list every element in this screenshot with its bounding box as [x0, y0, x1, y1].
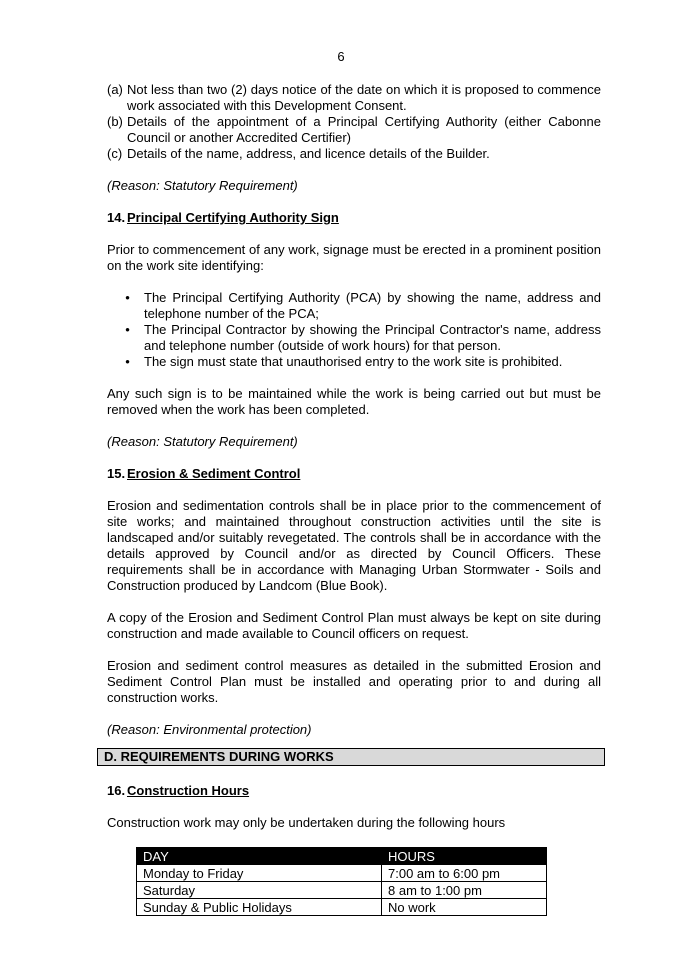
section-16 [107, 783, 601, 831]
bullet-icon: • [125, 354, 130, 369]
table-cell-day: Saturday [137, 882, 382, 899]
section-15-heading [107, 466, 601, 482]
bullet-text: The Principal Contractor by showing the Principal Contractor's name, address and telephone number (outside of work hours) for that person. [144, 322, 601, 353]
section-15-paragraph-3: Erosion and sediment control measures as detailed in the submitted Erosion and Sediment Control Plan must be installed and operating prior to and during all construction works. [107, 658, 601, 705]
section-number: 16. [107, 783, 126, 798]
table-header-row [137, 848, 547, 865]
section-number: 15. [107, 466, 126, 481]
section-d-banner: D. REQUIREMENTS DURING WORKS [97, 748, 605, 766]
column-header-day: DAY [137, 848, 382, 865]
section-14-intro: Prior to commencement of any work, signage must be erected in a prominent position on the work site identifying: [107, 242, 601, 273]
section-title: Construction Hours [127, 783, 250, 798]
list-marker: (b) [107, 114, 123, 129]
section-15-paragraph-2: A copy of the Erosion and Sediment Control Plan must always be kept on site during construction and made available to Council officers on request. [107, 610, 601, 641]
table-cell-day: Sunday & Public Holidays [137, 899, 382, 916]
list-text: Details of the name, address, and licence details of the Builder. [127, 146, 490, 161]
list-item [107, 82, 601, 114]
section-14-heading [107, 210, 601, 226]
bullet-item [107, 322, 601, 354]
page-number: 6 [337, 49, 345, 64]
bullet-item [107, 354, 601, 370]
list-marker: (c) [107, 146, 123, 161]
list-text: Details of the appointment of a Principal Certifying Authority (either Cabonne Council or another Accredited Certifier) [127, 114, 601, 145]
section-title: Erosion & Sediment Control [127, 466, 301, 481]
signage-bullet-list [107, 290, 601, 370]
construction-hours-table [136, 847, 547, 916]
column-header-hours: HOURS [382, 848, 547, 865]
table-row [137, 882, 547, 899]
section-14-closing: Any such sign is to be maintained while the work is being carried out but must be removed when the work has been completed. [107, 386, 601, 417]
reason-text: (Reason: Environmental protection) [107, 722, 312, 737]
section-16-intro: Construction work may only be undertaken during the following hours [107, 815, 506, 830]
list-marker: (a) [107, 82, 123, 97]
list-item [107, 114, 601, 146]
list-text: Not less than two (2) days notice of the date on which it is proposed to commence work associated with this Development Consent. [127, 82, 601, 113]
bullet-text: The sign must state that unauthorised entry to the work site is prohibited. [144, 354, 563, 369]
document-body [107, 82, 601, 738]
table-cell-hours: 7:00 am to 6:00 pm [382, 865, 547, 882]
table-cell-hours: No work [382, 899, 547, 916]
bullet-icon: • [125, 290, 130, 305]
list-item [107, 146, 601, 162]
notice-list [107, 82, 601, 162]
section-15-paragraph-1: Erosion and sedimentation controls shall be in place prior to the commencement of site works; and maintained throughout construction activities until the site is landscaped and/or suitably revegetated. The controls shall be in accordance with the details approved by Council and/or as directed by Council Officers. These requirements shall be in accordance with Managing Urban Stormwater - Soils and Construction produced by Landcom (Blue Book). [107, 498, 601, 593]
section-number: 14. [107, 210, 126, 225]
table-cell-day: Monday to Friday [137, 865, 382, 882]
table-row [137, 899, 547, 916]
table-row [137, 865, 547, 882]
reason-text: (Reason: Statutory Requirement) [107, 434, 298, 449]
section-title: Principal Certifying Authority Sign [127, 210, 339, 225]
reason-text: (Reason: Statutory Requirement) [107, 178, 298, 193]
bullet-text: The Principal Certifying Authority (PCA) by showing the name, address and telephone number of the PCA; [144, 290, 601, 321]
bullet-icon: • [125, 322, 130, 337]
bullet-item [107, 290, 601, 322]
section-16-heading [107, 783, 601, 799]
table-cell-hours: 8 am to 1:00 pm [382, 882, 547, 899]
